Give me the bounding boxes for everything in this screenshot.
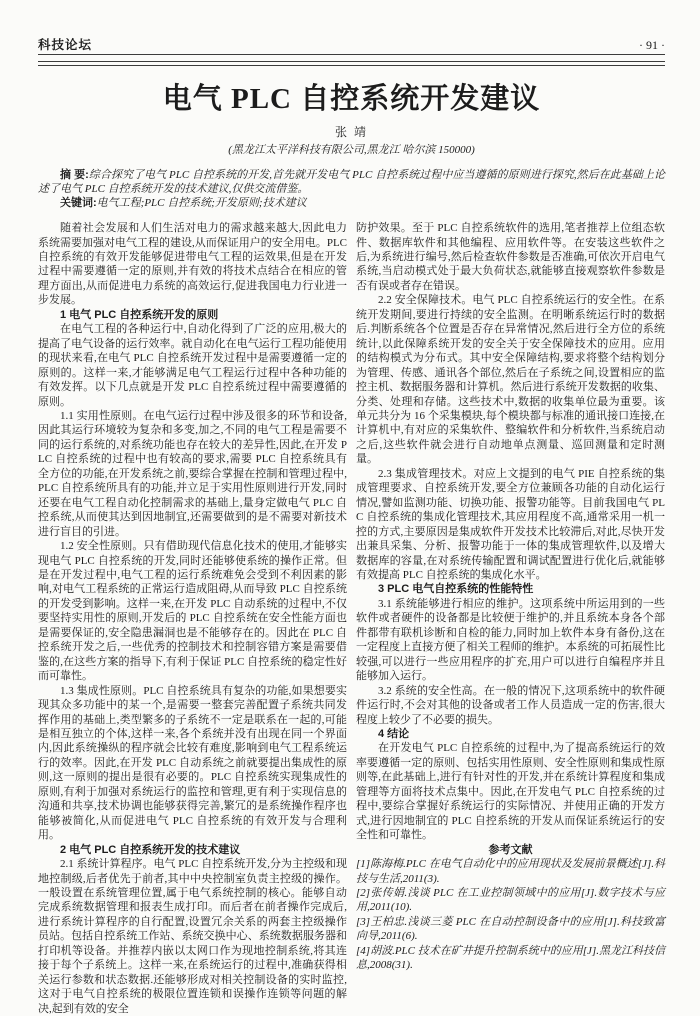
- keywords: [38, 196, 665, 210]
- reference-item: [4]胡波.PLC 技术在矿井提升控制系统中的应用[J].黑龙江科技信息,2008(31).: [356, 944, 665, 972]
- header-rule-thin: [38, 54, 665, 55]
- paragraph: 在开发电气 PLC 自控系统的过程中,为了提高系统运行的效率要遵循一定的原则、包括实用性原则、安全性原则和集成性原则等,在此基础上,进行有针对性的开发,并在系统计算程度和集成管理等方面将技术点集中。因此,在开发电气 PLC 自控系统的过程中,要综合掌握好系统运行的实际情况、并使用正确的开发方式,进行因地制宜的 PLC 自控系统的开发从而保证系统运行的安全性和可靠性。: [356, 742, 665, 842]
- paragraph: 2.1 系统计算程序。电气 PLC 自控系统开发,分为主控级和现地控制级,后者优先于前者,其中中央控制室负责主控级的操作。一般设置在系统管理位置,属于电气系统控制的核心。能够自动完成系统数据管理和报表生成打印。而后者在前者操作完成后,进行系统计算程序的自行配置,设置冗余关系的两套主控级操作员站。包括自控系统工作站、系统交换中心、系统数据服务器和打印机等设备。并推荐内嵌以太网口作为现地控制系统,将其连接于每个子系统上。这样一来,在系统运行的过程中,准确获得相关运行参数和状态数据.还能够形成对相关控制设备的实时监控,这对于电气自控系统的极限位置连锁和误操作连锁等问题的解决,起到有效的安全: [38, 858, 347, 1015]
- reference-item: [2]张传娟.浅谈 PLC 在工业控制领域中的应用[J].数字技术与应用,2011(10).: [356, 886, 665, 914]
- paragraph: 防护效果。至于 PLC 自控系统软件的选用,笔者推荐上位组态软件、数据库软件和其他编程、应用软件等。在安装这些软件之后,为系统进行编号,然后检查软件参数是否准确,可依次开启电气系统,当启动模式处于最大负荷状态,就能够直接观察软件参数是否有误或者存在错误。: [356, 222, 665, 292]
- page-number: · 91 ·: [639, 38, 665, 52]
- paragraph: 1.2 安全性原则。只有借助现代信息化技术的使用,才能够实现电气 PLC 自控系统的开发,同时还能够使系统的操作正常。但是在开发过程中,电气工程的运行系统难免会受到不利因素的影响,对电气工程系统的正常运行造成阻碍,从而导致 PLC 自控系统的开发受到影响。这样一来,在开发 PLC 自动系统的过程中,不仅要坚持实用性的原则,开发后的 PLC 自控系统在安全性能方面也是需要保证的,安全隐患漏洞也是不能够存在的。因此在 PLC 自控系统开发之后,一些优秀的控制技术和控制容错方案是需要借鉴的,在这些方案的指导下,有利于保证 PLC 自控系统的稳定性好而可靠性。: [38, 540, 347, 683]
- journal-section-label: 科技论坛: [38, 38, 93, 52]
- reference-item: [3]王柏忠.浅谈三菱 PLC 在自动控制设备中的应用[J].科技致富向导,2011(6).: [356, 915, 665, 943]
- paragraph: 1.1 实用性原则。在电气运行过程中涉及很多的环节和设备,因此其运行环境较为复杂和多变,加之,不同的电气工程是需要不同的运行系统的,对系统功能也存在较大的差异性,因此,在开发 PLC 自控系统的过程中也有较高的要求,需要 PLC 自控系统具有全方位的功能,在开发系统之前,要综合掌握在控制和管理过程中,PLC 自控系统所具有的功能,并立足于实用性原则进行开发,同时还要在电气工程自动化控制需求的基础上,量身定做电气 PLC 自控系统,从而使其达到因地制宜,还需要做到的是不需要对新技术进行盲目的引进。: [38, 410, 347, 538]
- article-title: 电气 PLC 自控系统开发建议: [162, 82, 541, 115]
- section-heading: 2 电气 PLC 自控系统开发的技术建议: [60, 843, 241, 856]
- abstract-label: 摘 要:: [60, 168, 89, 181]
- paragraph: 3.2 系统的安全性高。在一般的情况下,这项系统中的软件硬件运行时,不会对其他的设备或者工作人员造成一定的伤害,很大程度上较少了不必要的损失。: [356, 684, 665, 726]
- paragraph: 随着社会发展和人们生活对电力的需求越来越大,因此电力系统需要加强对电气工程的建设,从而保证用户的安全用电。PLC 自控系统的有效开发能够促进带电气工程的运效果,但是在开发过程中需要遵循一定的原则,并有效的将技术点结合在相应的管理方面出,从而促进电力系统的高效运行,促进我国电力行业进一步发展。: [38, 222, 347, 307]
- right-column: [356, 221, 665, 1016]
- left-column: [38, 221, 347, 1016]
- section-heading: 3 PLC 电气自控系统的性能特性: [378, 583, 534, 596]
- header-rule-double: [38, 61, 665, 66]
- author-name: 张 靖: [334, 124, 368, 139]
- abstract-text: 综合探究了电气 PLC 自控系统的开发,首先就开发电气 PLC 自控系统过程中应当遵循的原则进行探究,然后在此基础上论述了电气 PLC 自控系统开发的技术建议,仅供交流借鉴。: [38, 168, 665, 195]
- abstract: [38, 168, 665, 196]
- keywords-label: 关键词:: [60, 196, 97, 209]
- paragraph: 2.2 安全保障技术。电气 PLC 自控系统运行的安全性。在系统开发期间,要进行持续的安全监测。在明晰系统运行时的数据后.判断系统各个位置是否存在异常情况,然后进行全方位的系统统计,以此保障系统开发的安全关于安全保障技术的应用。应用的结构模式为分布式。其中安全保障结构,要求将整个结构划分为管理、传感、通讯各个部位,然后在子系统之间,设置相应的监控主机、数据服务器和计算机。然后进行系统开发数据的收集、分类、处理和存储。这些技术中,数据的收集单位最为重要。该单元共分为 16 个采集模块,每个模块都与标准的通讯接口连接,在计算机中,有对应的采集软件、整编软件和分析软件,当系统启动之后,这些软件就会进行自动地单点测量、巡回测量和定时测量。: [356, 294, 665, 466]
- paragraph: 在电气工程的各种运行中,自动化得到了广泛的应用,极大的提高了电气设备的运行效率。就自动化在电气运行工程功能使用的现状来看,在电气 PLC 自控系统开发过程中是需要遵循一定的原则的。这样一来,才能够满足电气工程运行过程中各种功能的有效发挥。以下几点就是开发 PLC 自控系统过程中需要遵循的原则。: [38, 323, 347, 408]
- paragraph: 2.3 集成管理技术。对应上文提到的电气 PIE 自控系统的集成管理要求、自控系统开发,要全方位兼顾各功能的自动化运行情况,譬如监测功能、切换功能、报警功能等。目前我国电气 PLC 自控系统的集成化管理技术,其应用程度不高,通常采用一机一控的方式,主要原因是集成软件开发技术比较滞后,对此,尽快开发出兼具采集、分析、报警功能于一体的集成管理软件,以及增大数据库的容量,在对系统传输配置和调试配置进行优化后,就能够有效提高 PLC 自控系统的集成化水平。: [356, 467, 665, 581]
- body-columns: [38, 221, 665, 1016]
- author-affiliation: (黑龙江太平洋科技有限公司,黑龙江 哈尔滨 150000): [228, 143, 475, 156]
- references-heading: 参考文献: [488, 843, 533, 856]
- paragraph: 1.3 集成性原则。PLC 自控系统具有复杂的功能,如果想要实现其众多功能中的某一个,是需要一整套完善配置子系统共同发挥作用的基础上,类型繁多的子系统不一定是联系在一起的,可能是相互独立的个体,这样一来,各个系统并没有出现在同一个界面内,因此系统操纵的程序就会比较有难度,影响到电气工程系统运行的效率。因此,在开发 PLC 自动系统之前就要提出集成性的原则,这一原则的提出是很有必要的。PLC 自控系统实现集成性的原则,有利于加强对系统运行的监控和管理,更有利于实现信息的沟通和共享,技术协调也能够获得完善,繁冗的是系统操作程序也能够被简化,从而促进电气 PLC 自控系统的有效开发与合理利用。: [38, 684, 347, 842]
- section-heading: 1 电气 PLC 自控系统开发的原则: [60, 308, 219, 321]
- paragraph: 3.1 系统能够进行相应的维护。这项系统中所运用到的一些软件或者硬件的设备都是比较便于维护的,并且系统本身各个部件都带有联机诊断和自检的能力,同时加上软件本身有备份,这在一定程度上直接方便了相关工程师的维护。本系统的可拓展性比较强,可以进行一些应用程序的扩充,用户可以进行自编程序并且能够加入运行。: [356, 597, 665, 683]
- reference-item: [1]陈海梅.PLC 在电气自动化中的应用现状及发展前景概述[J].科技与生活,2011(3).: [356, 858, 665, 885]
- section-heading: 4 结论: [378, 727, 410, 740]
- keywords-text: 电气工程;PLC 自控系统;开发原则;技术建议: [96, 196, 307, 209]
- running-head: [38, 38, 665, 52]
